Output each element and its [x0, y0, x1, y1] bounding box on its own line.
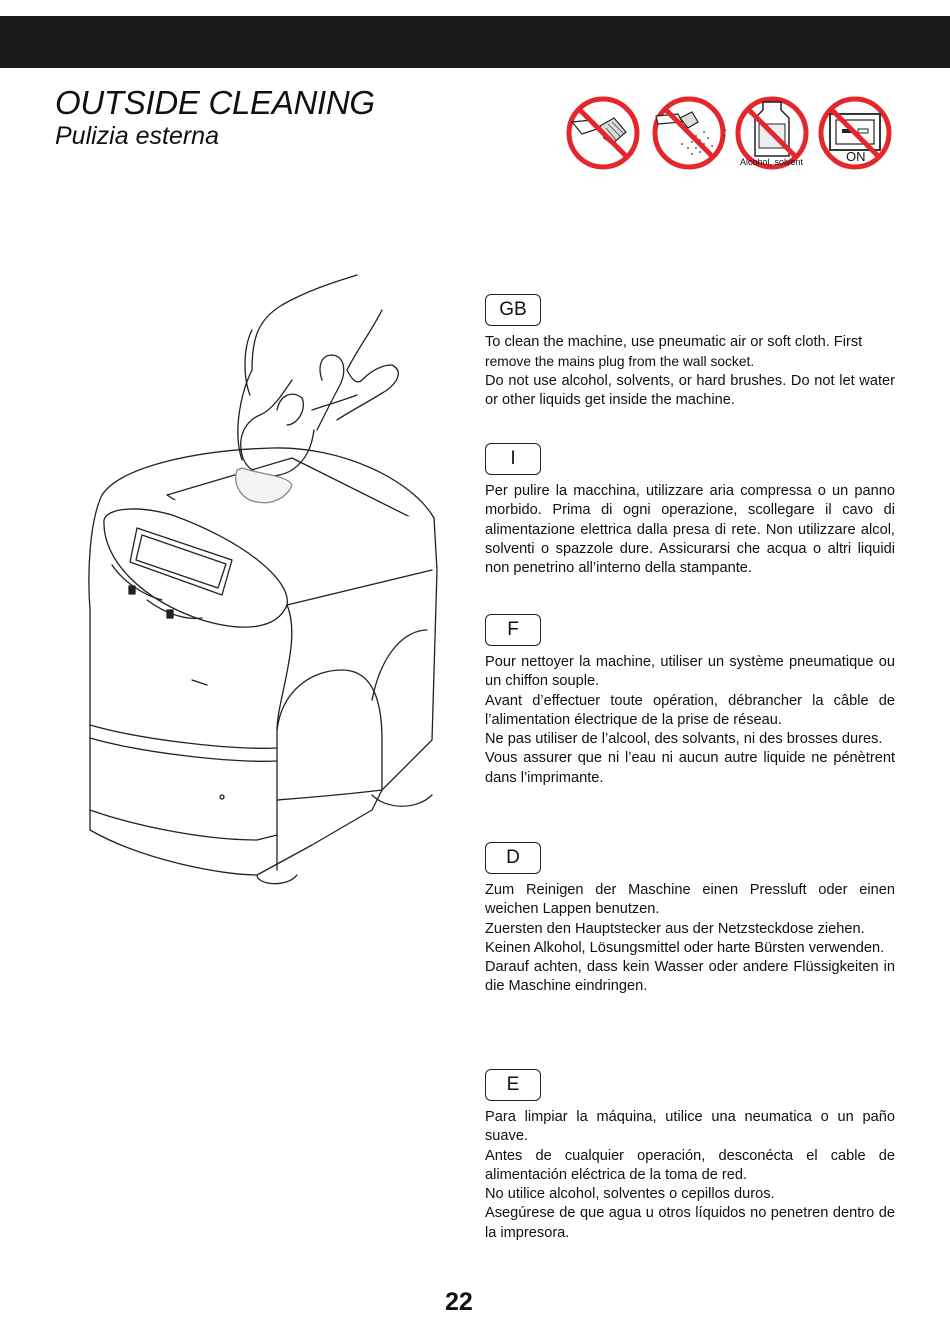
paragraph: Asegúrese de que agua u otros líquidos no penetren dentro de la impresora. [485, 1205, 895, 1241]
paragraph: Antes de cualquier operación, desconécta el cable de alimentación eléctrica de la toma de red. [485, 1147, 895, 1183]
paragraph: Zuersten den Hauptstecker aus der Netzsteckdose ziehen. [485, 920, 865, 937]
lang-label-gb: GB [485, 294, 541, 326]
paragraph: Avant d’effectuer toute opération, débrancher la câble de l’alimentation électrique de la prise de réseau. [485, 692, 895, 728]
on-label: ON [846, 149, 866, 164]
paragraph: remove the mains plug from the wall socket. [485, 354, 755, 370]
section-i-text [485, 482, 895, 578]
paragraph: Ne pas utiliser de l’alcool, des solvants, ni des brosses dures. [485, 731, 883, 748]
section-d [485, 842, 895, 997]
page-title: OUTSIDE CLEANING [55, 84, 375, 121]
paragraph: Do not use alcohol, solvents, or hard brushes. Do not let water or other liquids get inside the machine. [485, 372, 895, 408]
paragraph: Vous assurer que ni l’eau ni aucun autre liquide ne pénètrent dans l’imprimante. [485, 750, 895, 786]
paragraph: Pour nettoyer la machine, utiliser un système pneumatique ou un chiffon souple. [485, 654, 895, 690]
paragraph: Per pulire la macchina, utilizzare aria compressa o un panno morbido. Prima di ogni operazione, scollegare il cavo di alimentazione elettrica dalla presa di rete. Non utilizzare alcol, solventi o spazzole dure. Assicurarsi che acqua o altri liquidi non penetrino all’interno della stampante. [485, 483, 895, 577]
page-subtitle: Pulizia esterna [55, 122, 219, 150]
section-f [485, 614, 895, 788]
section-i [485, 443, 895, 578]
no-brush-icon [566, 96, 640, 170]
no-water-spray-icon [652, 96, 726, 170]
header-bar [0, 16, 950, 68]
lang-label-f: F [485, 614, 541, 646]
paragraph: Zum Reinigen der Maschine einen Pressluft oder einen weichen Lappen benutzen. [485, 882, 895, 918]
solvent-label: Alcohol, solvent [740, 157, 804, 167]
lang-label-e: E [485, 1069, 541, 1101]
section-e-text [485, 1108, 895, 1243]
lang-label-d: D [485, 842, 541, 874]
section-gb-text [485, 333, 895, 410]
paragraph: No utilice alcohol, solventes o cepillos duros. [485, 1186, 775, 1203]
paragraph: To clean the machine, use pneumatic air or soft cloth. First [485, 334, 863, 350]
paragraph: Para limpiar la máquina, utilice una neumatica o un paño suave. [485, 1109, 895, 1145]
page-number: 22 [445, 1288, 473, 1316]
lang-label-i: I [485, 443, 541, 475]
section-f-text [485, 653, 895, 788]
paragraph: Keinen Alkohol, Lösungsmittel oder harte Bürsten verwenden. [485, 939, 885, 956]
paragraph: Darauf achten, dass kein Wasser oder andere Flüssigkeiten in die Maschine eindringen. [485, 959, 895, 995]
section-e [485, 1069, 895, 1243]
section-d-text [485, 881, 895, 997]
section-gb [485, 294, 895, 410]
printer-cleaning-illustration [82, 270, 452, 895]
